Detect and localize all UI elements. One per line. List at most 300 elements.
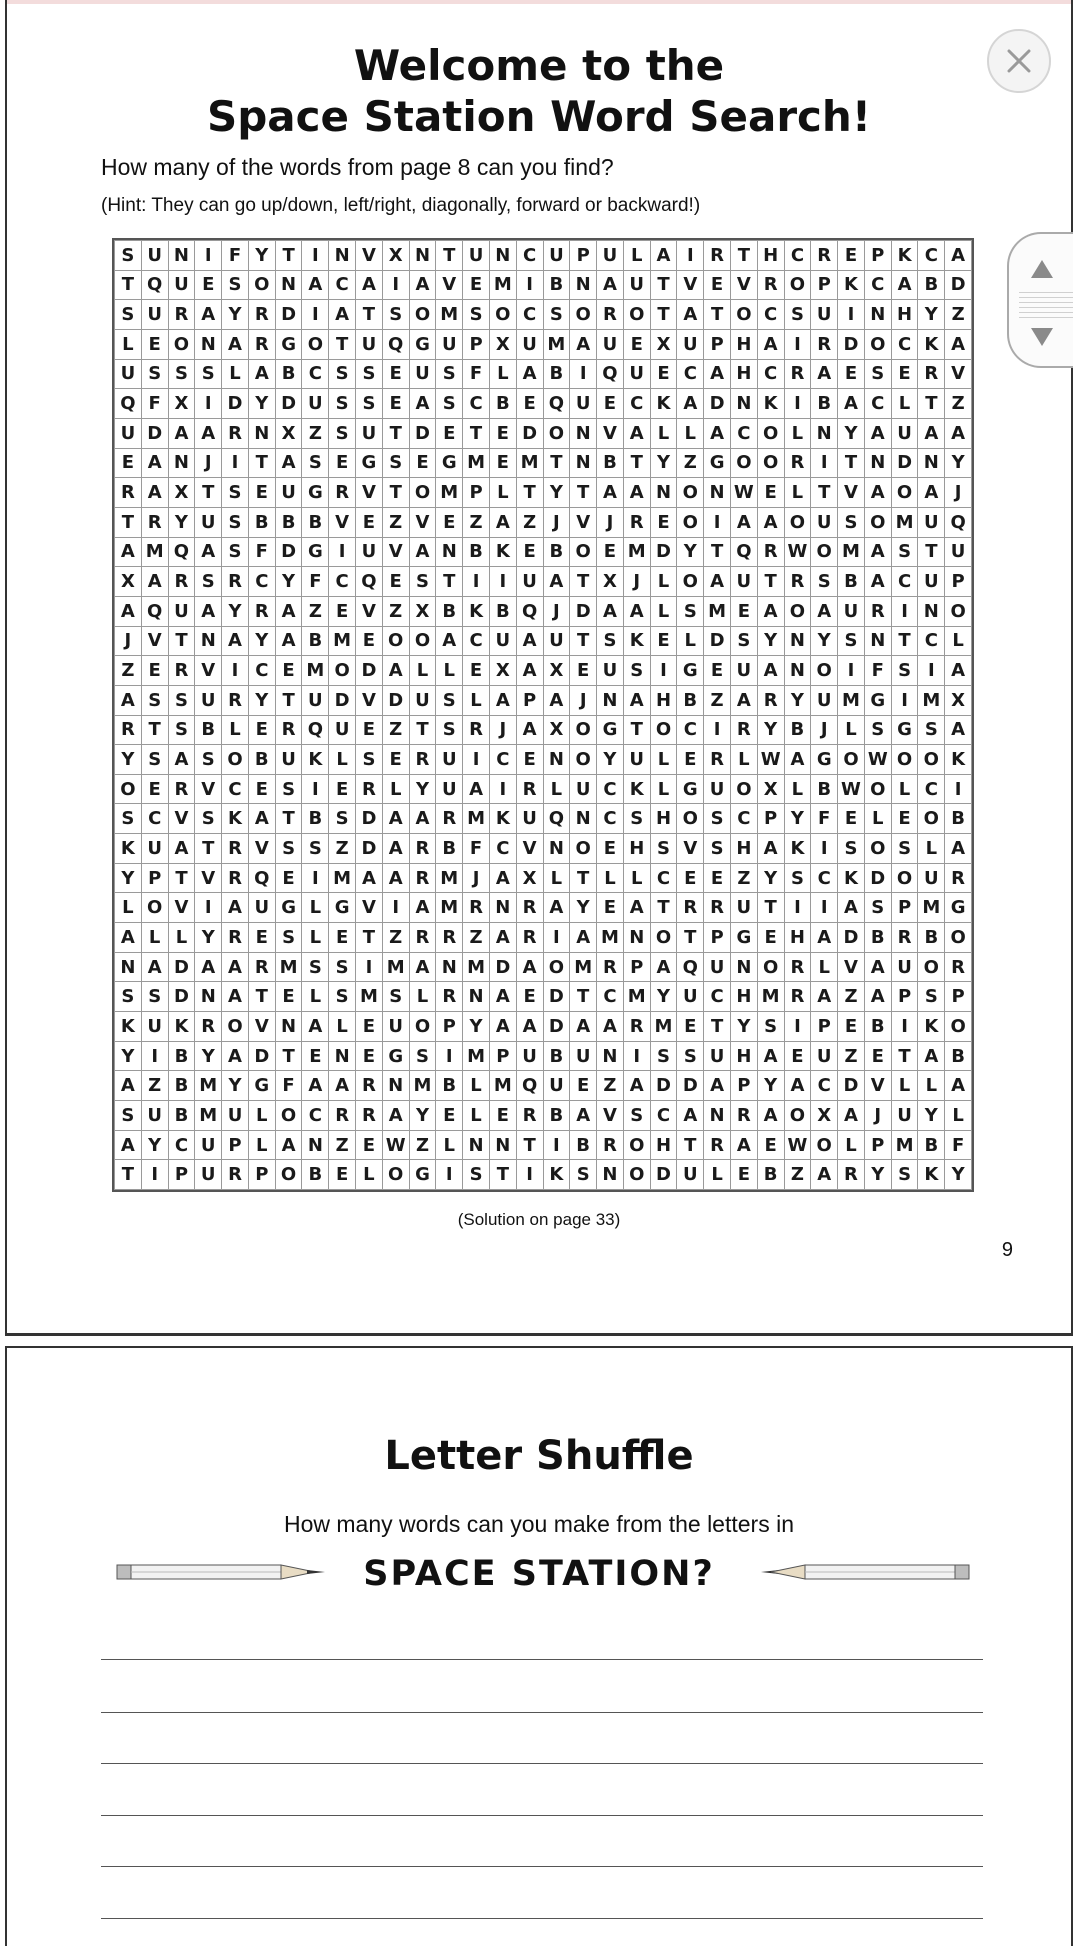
answer-line: [101, 1815, 983, 1816]
grid-cell: E: [784, 1041, 811, 1071]
grid-cell: U: [168, 596, 195, 626]
grid-cell: N: [382, 1071, 409, 1101]
grid-cell: N: [275, 1012, 302, 1042]
grid-cell: G: [811, 745, 838, 775]
grid-cell: M: [570, 952, 597, 982]
grid-cell: D: [356, 804, 383, 834]
grid-cell: B: [195, 715, 222, 745]
grid-cell: R: [222, 685, 249, 715]
grid-cell: R: [623, 1012, 650, 1042]
grid-cell: O: [409, 1012, 436, 1042]
grid-cell: A: [141, 448, 168, 478]
grid-cell: M: [489, 270, 516, 300]
grid-cell: U: [141, 300, 168, 330]
grid-cell: R: [516, 1101, 543, 1131]
grid-cell: L: [463, 1071, 490, 1101]
grid-cell: R: [597, 1130, 624, 1160]
grid-cell: S: [195, 745, 222, 775]
grid-cell: T: [891, 1041, 918, 1071]
grid-cell: C: [463, 389, 490, 419]
grid-cell: D: [650, 537, 677, 567]
grid-cell: A: [757, 329, 784, 359]
grid-cell: S: [382, 300, 409, 330]
grid-cell: Z: [597, 1071, 624, 1101]
grid-cell: T: [757, 893, 784, 923]
grid-cell: P: [730, 1071, 757, 1101]
grid-cell: E: [356, 507, 383, 537]
grid-cell: B: [543, 1041, 570, 1071]
grid-cell: C: [597, 774, 624, 804]
grid-cell: N: [329, 1041, 356, 1071]
grid-cell: U: [195, 507, 222, 537]
grid-cell: R: [811, 241, 838, 271]
grid-cell: T: [918, 537, 945, 567]
grid-cell: O: [570, 300, 597, 330]
grid-cell: Q: [945, 507, 972, 537]
grid-cell: A: [436, 626, 463, 656]
grid-cell: I: [838, 656, 865, 686]
grid-cell: I: [891, 1012, 918, 1042]
grid-cell: U: [141, 1012, 168, 1042]
grid-cell: E: [838, 359, 865, 389]
grid-cell: L: [115, 893, 142, 923]
grid-cell: R: [356, 774, 383, 804]
grid-cell: S: [275, 774, 302, 804]
grid-cell: Y: [945, 1160, 972, 1190]
grid-cell: E: [275, 656, 302, 686]
grid-cell: A: [195, 537, 222, 567]
grid-cell: A: [141, 478, 168, 508]
grid-cell: A: [329, 1071, 356, 1101]
grid-cell: U: [704, 1041, 731, 1071]
grid-cell: A: [677, 389, 704, 419]
grid-cell: U: [275, 745, 302, 775]
grid-cell: X: [115, 567, 142, 597]
grid-cell: F: [222, 241, 249, 271]
grid-cell: A: [864, 478, 891, 508]
grid-cell: Q: [730, 537, 757, 567]
grid-cell: A: [623, 1071, 650, 1101]
grid-cell: L: [677, 626, 704, 656]
grid-cell: N: [784, 656, 811, 686]
grid-cell: T: [195, 478, 222, 508]
page-scroll-control[interactable]: [1007, 232, 1073, 368]
grid-cell: S: [329, 389, 356, 419]
grid-cell: R: [784, 567, 811, 597]
grid-cell: Y: [784, 804, 811, 834]
grid-cell: T: [677, 1130, 704, 1160]
grid-cell: A: [597, 270, 624, 300]
grid-cell: L: [784, 418, 811, 448]
grid-cell: S: [650, 834, 677, 864]
grid-cell: T: [677, 923, 704, 953]
grid-cell: P: [704, 329, 731, 359]
grid-cell: L: [356, 1160, 383, 1190]
grid-cell: F: [463, 834, 490, 864]
grid-row: [115, 745, 972, 775]
grid-cell: E: [838, 241, 865, 271]
grid-cell: F: [463, 359, 490, 389]
grid-cell: D: [275, 389, 302, 419]
grid-cell: S: [302, 448, 329, 478]
grid-cell: U: [811, 300, 838, 330]
grid-cell: B: [463, 537, 490, 567]
grid-cell: A: [784, 745, 811, 775]
grid-cell: S: [623, 1101, 650, 1131]
grid-cell: Y: [918, 300, 945, 330]
solution-note: (Solution on page 33): [457, 1210, 621, 1229]
grid-cell: O: [784, 507, 811, 537]
grid-cell: Y: [757, 863, 784, 893]
grid-cell: A: [757, 656, 784, 686]
grid-cell: A: [141, 567, 168, 597]
grid-cell: E: [356, 715, 383, 745]
grid-cell: L: [784, 774, 811, 804]
grid-cell: A: [275, 596, 302, 626]
grid-cell: I: [650, 656, 677, 686]
grid-cell: D: [356, 656, 383, 686]
grid-row: [115, 804, 972, 834]
grid-cell: C: [918, 774, 945, 804]
grid-cell: S: [864, 893, 891, 923]
grid-cell: O: [570, 834, 597, 864]
grid-cell: U: [891, 1101, 918, 1131]
grid-cell: Y: [730, 1012, 757, 1042]
grid-cell: A: [516, 952, 543, 982]
grid-cell: M: [463, 1041, 490, 1071]
grid-cell: A: [543, 685, 570, 715]
grid-cell: A: [222, 982, 249, 1012]
grid-row: [115, 596, 972, 626]
grid-cell: U: [141, 1101, 168, 1131]
grid-cell: G: [248, 1071, 275, 1101]
grid-cell: F: [945, 1130, 972, 1160]
grid-cell: L: [248, 1101, 275, 1131]
grid-cell: V: [409, 507, 436, 537]
grid-cell: J: [195, 448, 222, 478]
grid-cell: S: [222, 270, 249, 300]
grid-cell: C: [918, 241, 945, 271]
grid-cell: U: [730, 893, 757, 923]
grid-cell: S: [382, 982, 409, 1012]
grid-cell: B: [302, 1160, 329, 1190]
grid-cell: E: [275, 863, 302, 893]
grid-cell: I: [623, 1041, 650, 1071]
grid-cell: X: [516, 863, 543, 893]
grid-cell: Y: [248, 626, 275, 656]
grid-cell: O: [168, 329, 195, 359]
grid-cell: K: [918, 329, 945, 359]
grid-cell: U: [597, 241, 624, 271]
grid-cell: X: [543, 715, 570, 745]
grid-cell: D: [409, 418, 436, 448]
grid-cell: M: [704, 596, 731, 626]
grid-cell: U: [329, 715, 356, 745]
word-search-grid: [114, 240, 972, 1190]
grid-cell: K: [543, 1160, 570, 1190]
grid-cell: U: [115, 418, 142, 448]
grid-cell: C: [248, 567, 275, 597]
grid-cell: H: [757, 241, 784, 271]
grid-cell: N: [463, 982, 490, 1012]
grid-cell: T: [570, 567, 597, 597]
grid-cell: M: [275, 952, 302, 982]
grid-cell: R: [168, 656, 195, 686]
grid-cell: O: [275, 1101, 302, 1131]
grid-cell: P: [945, 982, 972, 1012]
grid-cell: E: [838, 1012, 865, 1042]
grid-cell: G: [302, 537, 329, 567]
grid-cell: Z: [784, 1160, 811, 1190]
letter-shuffle-question: How many words can you make from the letters in: [283, 1511, 795, 1537]
grid-cell: E: [623, 329, 650, 359]
grid-cell: T: [275, 1041, 302, 1071]
grid-cell: U: [356, 329, 383, 359]
grid-cell: D: [838, 329, 865, 359]
grid-cell: T: [704, 1012, 731, 1042]
grid-cell: P: [864, 241, 891, 271]
grid-cell: Z: [704, 685, 731, 715]
grid-cell: N: [248, 418, 275, 448]
grid-cell: G: [436, 448, 463, 478]
grid-cell: I: [302, 774, 329, 804]
grid-cell: I: [436, 1160, 463, 1190]
grid-cell: P: [891, 893, 918, 923]
grid-cell: A: [838, 389, 865, 419]
grid-cell: L: [543, 774, 570, 804]
grid-cell: A: [811, 596, 838, 626]
close-button[interactable]: [987, 29, 1051, 93]
grid-cell: E: [409, 448, 436, 478]
grid-cell: L: [463, 1101, 490, 1131]
grid-cell: R: [623, 507, 650, 537]
grid-cell: O: [275, 1160, 302, 1190]
grid-cell: N: [918, 596, 945, 626]
grid-cell: G: [730, 923, 757, 953]
grid-cell: T: [650, 270, 677, 300]
grid-cell: E: [382, 745, 409, 775]
grid-cell: H: [650, 685, 677, 715]
grid-cell: B: [838, 567, 865, 597]
grid-cell: I: [784, 893, 811, 923]
grid-cell: C: [329, 567, 356, 597]
grid-cell: K: [945, 745, 972, 775]
grid-cell: S: [730, 626, 757, 656]
grid-cell: F: [811, 804, 838, 834]
grid-cell: S: [864, 715, 891, 745]
title-line-2: Space Station Word Search!: [206, 92, 871, 141]
grid-cell: D: [275, 300, 302, 330]
grid-cell: O: [650, 923, 677, 953]
grid-cell: T: [730, 241, 757, 271]
grid-cell: V: [838, 952, 865, 982]
grid-cell: A: [945, 418, 972, 448]
grid-row: [115, 241, 972, 271]
answer-line: [101, 1712, 983, 1713]
grid-cell: U: [918, 507, 945, 537]
grid-cell: D: [677, 1071, 704, 1101]
grid-cell: U: [677, 982, 704, 1012]
grid-cell: Q: [168, 537, 195, 567]
grid-cell: A: [115, 1071, 142, 1101]
grid-cell: Y: [650, 982, 677, 1012]
grid-cell: D: [275, 537, 302, 567]
grid-cell: A: [275, 1130, 302, 1160]
grid-cell: A: [115, 923, 142, 953]
grid-cell: O: [677, 507, 704, 537]
grid-cell: N: [650, 478, 677, 508]
grid-cell: U: [409, 359, 436, 389]
grid-cell: U: [463, 241, 490, 271]
grid-cell: R: [730, 1101, 757, 1131]
grid-cell: G: [945, 893, 972, 923]
grid-cell: Y: [838, 418, 865, 448]
grid-cell: V: [570, 507, 597, 537]
grid-cell: A: [222, 626, 249, 656]
grid-cell: A: [918, 418, 945, 448]
scroll-grip[interactable]: [1019, 288, 1073, 318]
grid-cell: N: [168, 448, 195, 478]
grid-cell: Q: [356, 567, 383, 597]
grid-cell: U: [570, 774, 597, 804]
grid-cell: Q: [597, 359, 624, 389]
grid-cell: E: [489, 1101, 516, 1131]
grid-cell: U: [248, 893, 275, 923]
grid-cell: D: [570, 596, 597, 626]
grid-cell: I: [489, 567, 516, 597]
grid-cell: H: [730, 1041, 757, 1071]
grid-cell: K: [650, 389, 677, 419]
grid-cell: A: [382, 656, 409, 686]
grid-cell: K: [489, 804, 516, 834]
grid-cell: B: [168, 1101, 195, 1131]
grid-cell: A: [409, 389, 436, 419]
grid-cell: R: [222, 567, 249, 597]
grid-cell: C: [864, 270, 891, 300]
grid-cell: I: [195, 241, 222, 271]
grid-cell: U: [489, 626, 516, 656]
grid-cell: A: [356, 270, 383, 300]
grid-cell: L: [864, 804, 891, 834]
grid-row: [115, 626, 972, 656]
grid-cell: A: [757, 507, 784, 537]
grid-cell: E: [489, 448, 516, 478]
grid-cell: E: [382, 389, 409, 419]
grid-cell: A: [757, 596, 784, 626]
grid-cell: A: [945, 834, 972, 864]
triangle-down-icon[interactable]: [1029, 326, 1055, 348]
grid-cell: C: [650, 1101, 677, 1131]
grid-cell: P: [516, 685, 543, 715]
grid-cell: Y: [463, 1012, 490, 1042]
grid-cell: T: [704, 300, 731, 330]
grid-cell: N: [623, 923, 650, 953]
grid-cell: P: [945, 567, 972, 597]
grid-cell: Z: [838, 982, 865, 1012]
grid-cell: N: [704, 1101, 731, 1131]
grid-row: [115, 863, 972, 893]
grid-cell: L: [838, 715, 865, 745]
grid-row: [115, 537, 972, 567]
grid-cell: E: [463, 656, 490, 686]
grid-cell: R: [141, 507, 168, 537]
grid-cell: T: [141, 715, 168, 745]
grid-cell: R: [168, 300, 195, 330]
grid-cell: T: [275, 685, 302, 715]
grid-cell: E: [489, 418, 516, 448]
grid-cell: E: [516, 389, 543, 419]
grid-cell: A: [945, 715, 972, 745]
grid-cell: O: [811, 1130, 838, 1160]
grid-cell: C: [516, 300, 543, 330]
grid-cell: V: [597, 418, 624, 448]
grid-cell: T: [168, 863, 195, 893]
grid-cell: R: [248, 596, 275, 626]
grid-cell: B: [436, 596, 463, 626]
grid-cell: I: [811, 834, 838, 864]
grid-cell: S: [597, 626, 624, 656]
grid-cell: Y: [811, 626, 838, 656]
grid-cell: R: [436, 923, 463, 953]
grid-cell: R: [275, 715, 302, 745]
grid-cell: O: [329, 656, 356, 686]
grid-cell: C: [864, 389, 891, 419]
grid-cell: A: [409, 893, 436, 923]
grid-cell: A: [302, 1012, 329, 1042]
grid-cell: Z: [516, 507, 543, 537]
grid-cell: S: [356, 359, 383, 389]
grid-cell: M: [195, 1071, 222, 1101]
grid-cell: N: [730, 952, 757, 982]
grid-cell: R: [516, 923, 543, 953]
grid-cell: S: [623, 656, 650, 686]
grid-cell: I: [570, 359, 597, 389]
grid-cell: T: [409, 715, 436, 745]
grid-cell: C: [891, 567, 918, 597]
grid-cell: P: [141, 863, 168, 893]
grid-cell: X: [168, 389, 195, 419]
grid-cell: K: [918, 1012, 945, 1042]
triangle-up-icon[interactable]: [1029, 258, 1055, 280]
grid-cell: N: [195, 626, 222, 656]
grid-cell: R: [329, 1101, 356, 1131]
grid-cell: A: [704, 567, 731, 597]
grid-cell: D: [168, 952, 195, 982]
grid-cell: A: [275, 626, 302, 656]
grid-cell: A: [945, 329, 972, 359]
grid-cell: K: [623, 774, 650, 804]
grid-cell: L: [730, 745, 757, 775]
grid-cell: T: [543, 448, 570, 478]
grid-cell: C: [811, 863, 838, 893]
grid-cell: E: [436, 418, 463, 448]
grid-cell: A: [141, 952, 168, 982]
grid-cell: P: [168, 1160, 195, 1190]
grid-cell: X: [945, 685, 972, 715]
grid-cell: Y: [864, 1160, 891, 1190]
grid-cell: E: [757, 1130, 784, 1160]
grid-cell: B: [543, 537, 570, 567]
grid-cell: P: [811, 1012, 838, 1042]
grid-cell: K: [891, 241, 918, 271]
grid-cell: C: [489, 745, 516, 775]
grid-cell: Q: [543, 389, 570, 419]
grid-cell: H: [650, 804, 677, 834]
grid-cell: Z: [382, 923, 409, 953]
grid-cell: R: [248, 300, 275, 330]
grid-cell: L: [811, 952, 838, 982]
grid-cell: G: [302, 478, 329, 508]
